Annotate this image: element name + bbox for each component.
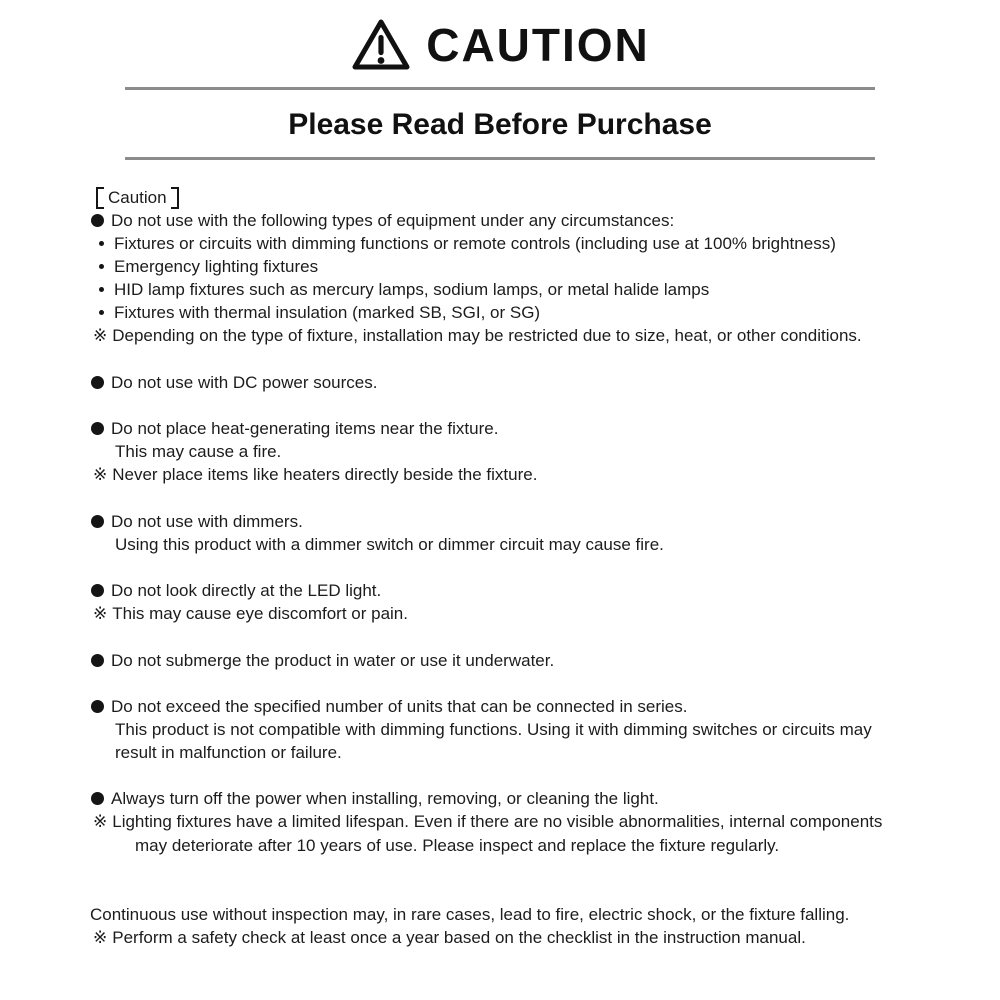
bullet-icon bbox=[91, 584, 104, 597]
caution-line bbox=[90, 834, 1000, 857]
middle-dot-icon bbox=[99, 264, 104, 269]
caution-text: This may cause eye discomfort or pain. bbox=[112, 604, 408, 623]
caution-line bbox=[90, 463, 1000, 487]
caution-text: Continuous use without inspection may, in rare cases, lead to fire, electric shock, or the fixture falling. bbox=[90, 905, 850, 924]
caution-text: Do not use with DC power sources. bbox=[111, 373, 378, 392]
caution-line bbox=[90, 741, 1000, 764]
reference-mark-icon: ※ bbox=[93, 326, 108, 346]
caution-line bbox=[90, 278, 1000, 301]
reference-mark-icon: ※ bbox=[93, 928, 108, 948]
caution-text: Depending on the type of fixture, installation may be restricted due to size, heat, or other conditions. bbox=[112, 326, 862, 345]
caution-block bbox=[90, 510, 1000, 556]
divider-top bbox=[125, 87, 875, 90]
caution-line bbox=[90, 579, 1000, 602]
reference-mark-icon: ※ bbox=[93, 604, 108, 624]
caution-line bbox=[90, 602, 1000, 626]
caution-text: Do not place heat-generating items near the fixture. bbox=[111, 419, 499, 438]
caution-text: Emergency lighting fixtures bbox=[114, 257, 319, 276]
reference-mark-icon: ※ bbox=[93, 812, 108, 832]
caution-text: Never place items like heaters directly beside the fixture. bbox=[112, 465, 538, 484]
caution-text: Perform a safety check at least once a year based on the checklist in the instruction manual. bbox=[112, 928, 806, 947]
caution-line bbox=[90, 926, 1000, 950]
caution-line bbox=[90, 417, 1000, 440]
caution-line bbox=[90, 510, 1000, 533]
caution-text: result in malfunction or failure. bbox=[115, 743, 342, 762]
caution-line bbox=[90, 209, 1000, 232]
caution-line bbox=[90, 533, 1000, 556]
caution-block bbox=[90, 649, 1000, 672]
caution-body bbox=[0, 160, 1000, 950]
page-header bbox=[0, 0, 1000, 74]
left-lenticular-bracket-icon bbox=[96, 187, 104, 209]
bullet-icon bbox=[91, 422, 104, 435]
bullet-icon bbox=[91, 700, 104, 713]
caution-block bbox=[90, 695, 1000, 764]
caution-text: Caution bbox=[108, 188, 167, 207]
caution-text: Do not use with dimmers. bbox=[111, 512, 303, 531]
bullet-icon bbox=[91, 214, 104, 227]
middle-dot-icon bbox=[99, 241, 104, 246]
caution-line bbox=[90, 324, 1000, 348]
caution-text: Do not look directly at the LED light. bbox=[111, 581, 382, 600]
caution-line bbox=[90, 255, 1000, 278]
caution-text: may deteriorate after 10 years of use. Please inspect and replace the fixture regularly. bbox=[135, 836, 780, 855]
caution-block bbox=[90, 186, 1000, 348]
caution-text: Fixtures with thermal insulation (marked SB, SGI, or SG) bbox=[114, 303, 541, 322]
caution-text: Always turn off the power when installing, removing, or cleaning the light. bbox=[111, 789, 659, 808]
caution-block bbox=[90, 787, 1000, 857]
caution-block bbox=[90, 371, 1000, 394]
page-title: CAUTION bbox=[426, 19, 650, 71]
caution-text: This product is not compatible with dimming functions. Using it with dimming switches or circuits may bbox=[115, 720, 872, 739]
caution-block bbox=[90, 903, 1000, 950]
middle-dot-icon bbox=[99, 287, 104, 292]
caution-line bbox=[90, 371, 1000, 394]
caution-text: Do not submerge the product in water or use it underwater. bbox=[111, 651, 555, 670]
middle-dot-icon bbox=[99, 310, 104, 315]
caution-block bbox=[90, 579, 1000, 626]
reference-mark-icon: ※ bbox=[93, 465, 108, 485]
caution-line bbox=[90, 695, 1000, 718]
caution-block bbox=[90, 417, 1000, 487]
bullet-icon bbox=[91, 792, 104, 805]
right-lenticular-bracket-icon bbox=[171, 187, 179, 209]
caution-line bbox=[90, 718, 1000, 741]
caution-text: This may cause a fire. bbox=[115, 442, 282, 461]
caution-text: Do not exceed the specified number of units that can be connected in series. bbox=[111, 697, 688, 716]
caution-text: Fixtures or circuits with dimming functions or remote controls (including use at 100% brightness) bbox=[114, 234, 836, 253]
warning-triangle-icon bbox=[350, 17, 412, 73]
caution-line bbox=[90, 186, 1000, 209]
bullet-icon bbox=[91, 376, 104, 389]
caution-line bbox=[90, 649, 1000, 672]
caution-line bbox=[90, 232, 1000, 255]
caution-line bbox=[90, 440, 1000, 463]
caution-line bbox=[90, 810, 1000, 834]
bullet-icon bbox=[91, 515, 104, 528]
caution-text: Do not use with the following types of equipment under any circumstances: bbox=[111, 211, 675, 230]
caution-line bbox=[90, 301, 1000, 324]
caution-text: HID lamp fixtures such as mercury lamps, sodium lamps, or metal halide lamps bbox=[114, 280, 710, 299]
bullet-icon bbox=[91, 654, 104, 667]
caution-line bbox=[90, 787, 1000, 810]
caution-line bbox=[90, 903, 1000, 926]
caution-text: Lighting fixtures have a limited lifespan. Even if there are no visible abnormalities, internal components bbox=[112, 812, 883, 831]
caution-text: Using this product with a dimmer switch or dimmer circuit may cause fire. bbox=[115, 535, 664, 554]
page-subtitle: Please Read Before Purchase bbox=[288, 108, 712, 141]
